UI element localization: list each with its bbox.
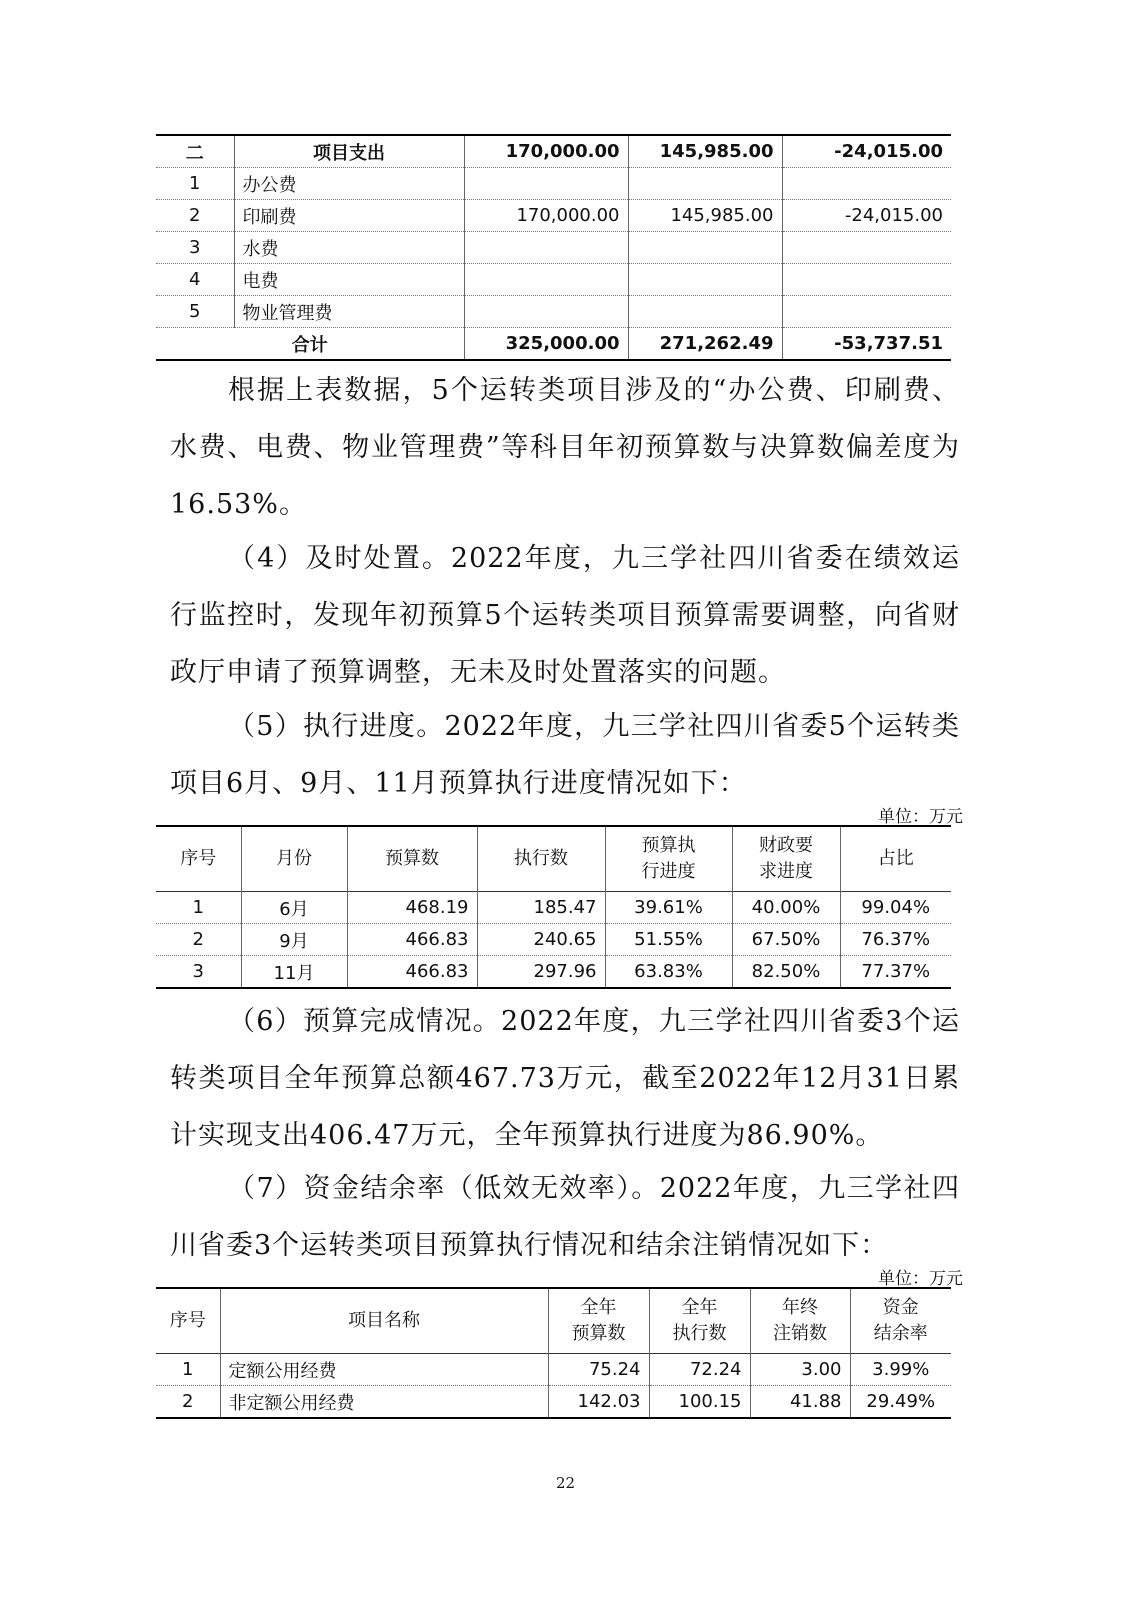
row-actual: 145,985.00: [628, 200, 782, 232]
row-index: 5: [156, 296, 234, 328]
row-index: 1: [156, 892, 241, 924]
row-actual: [628, 168, 782, 200]
balance-table: [156, 1287, 951, 1419]
table2-unit-label: 单位：万元: [878, 807, 963, 827]
header-exec-progress-line1: 预算执: [641, 835, 696, 856]
header-year-end-cancelled: [750, 1288, 850, 1354]
paragraph-timely-handling: （4）及时处置。2022年度，九三学社四川省委在绩效运行监控时，发现年初预算5个运转类项目预算需要调整，向省财政厅申请了预算调整，无未及时处置落实的问题。: [170, 543, 960, 688]
row-annual-executed: 72.24: [649, 1354, 750, 1386]
row-annual-budget: 142.03: [548, 1386, 649, 1419]
row-diff: [782, 264, 951, 296]
header-annual-budget: [548, 1288, 649, 1354]
table-row: [156, 200, 951, 232]
expense-table: [156, 134, 951, 361]
table-row: [156, 232, 951, 264]
progress-table-header: [156, 826, 951, 892]
row-executed: 185.47: [477, 892, 605, 924]
row-index: 4: [156, 264, 234, 296]
row-budget: 466.83: [347, 924, 477, 956]
row-budget: 468.19: [347, 892, 477, 924]
table-row: [156, 168, 951, 200]
row-ratio: 77.37%: [840, 956, 951, 989]
row-index: 2: [156, 1386, 220, 1419]
paragraph-balance-rate: （7）资金结余率（低效无效率）。2022年度，九三学社四川省委3个运转类项目预算执行情况和结余注销情况如下：: [170, 1173, 960, 1261]
row-exec-progress: 63.83%: [605, 956, 732, 989]
row-required-progress: 40.00%: [732, 892, 840, 924]
header-year-end-cancelled-line2: 注销数: [773, 1323, 827, 1344]
table-row: [156, 1386, 951, 1419]
row-budget: 466.83: [347, 956, 477, 989]
header-project-name: 项目名称: [220, 1288, 548, 1354]
row-budget: 170,000.00: [464, 135, 628, 168]
row-name: 物业管理费: [234, 296, 464, 328]
page-number: 22: [555, 1474, 576, 1492]
header-balance-rate: [850, 1288, 951, 1354]
table-row: [156, 892, 951, 924]
row-name: 电费: [234, 264, 464, 296]
row-exec-progress: 39.61%: [605, 892, 732, 924]
row-name: 项目支出: [234, 135, 464, 168]
row-executed: 240.65: [477, 924, 605, 956]
progress-table-body: [156, 892, 951, 989]
row-index: 1: [156, 168, 234, 200]
row-year-end-cancelled: 41.88: [750, 1386, 850, 1419]
header-index: 序号: [156, 1288, 220, 1354]
balance-table-body: [156, 1354, 951, 1419]
row-index: 2: [156, 200, 234, 232]
paragraph-execution-progress: （5）执行进度。2022年度，九三学社四川省委5个运转类项目6月、9月、11月预算执行进度情况如下：: [170, 711, 960, 799]
row-actual: 145,985.00: [628, 135, 782, 168]
header-required-progress-line2: 求进度: [759, 861, 813, 882]
total-budget: 325,000.00: [464, 328, 628, 361]
header-ratio: 占比: [840, 826, 951, 892]
row-project-name: 非定额公用经费: [220, 1386, 548, 1419]
row-required-progress: 82.50%: [732, 956, 840, 989]
paragraph-deviation: 根据上表数据，5个运转类项目涉及的“办公费、印刷费、水费、电费、物业管理费”等科目年初预算数与决算数偏差度为16.53%。: [170, 375, 960, 520]
table3-unit-label: 单位：万元: [878, 1269, 963, 1289]
header-month: 月份: [241, 826, 347, 892]
row-diff: [782, 168, 951, 200]
header-required-progress-line1: 财政要: [759, 835, 813, 856]
table-row: [156, 296, 951, 328]
row-diff: [782, 296, 951, 328]
row-month: 9月: [241, 924, 347, 956]
row-budget: 170,000.00: [464, 200, 628, 232]
total-diff: -53,737.51: [782, 328, 951, 361]
row-index: 2: [156, 924, 241, 956]
row-required-progress: 67.50%: [732, 924, 840, 956]
table-row: [156, 135, 951, 168]
total-label: 合计: [156, 328, 464, 361]
row-ratio: 99.04%: [840, 892, 951, 924]
row-balance-rate: 29.49%: [850, 1386, 951, 1419]
header-annual-executed: [649, 1288, 750, 1354]
header-annual-budget-line1: 全年: [580, 1297, 617, 1318]
row-exec-progress: 51.55%: [605, 924, 732, 956]
row-diff: [782, 232, 951, 264]
paragraph-budget-completion: （6）预算完成情况。2022年度，九三学社四川省委3个运转类项目全年预算总额467.73万元，截至2022年12月31日累计实现支出406.47万元，全年预算执行进度为86.90%。: [170, 1006, 960, 1151]
row-executed: 297.96: [477, 956, 605, 989]
row-annual-executed: 100.15: [649, 1386, 750, 1419]
header-executed: 执行数: [477, 826, 605, 892]
row-name: 办公费: [234, 168, 464, 200]
header-balance-rate-line1: 资金: [882, 1297, 919, 1318]
row-index: 3: [156, 232, 234, 264]
balance-table-header: [156, 1288, 951, 1354]
header-annual-budget-line2: 预算数: [571, 1323, 626, 1344]
header-exec-progress-line2: 行进度: [641, 861, 696, 882]
table-row: [156, 264, 951, 296]
row-name: 水费: [234, 232, 464, 264]
progress-table: [156, 825, 951, 989]
row-budget: [464, 264, 628, 296]
header-required-progress: [732, 826, 840, 892]
header-year-end-cancelled-line1: 年终: [782, 1297, 818, 1318]
row-annual-budget: 75.24: [548, 1354, 649, 1386]
row-balance-rate: 3.99%: [850, 1354, 951, 1386]
row-diff: -24,015.00: [782, 200, 951, 232]
row-project-name: 定额公用经费: [220, 1354, 548, 1386]
row-actual: [628, 296, 782, 328]
total-actual: 271,262.49: [628, 328, 782, 361]
row-budget: [464, 168, 628, 200]
table-row: [156, 924, 951, 956]
header-budget: 预算数: [347, 826, 477, 892]
header-annual-executed-line2: 执行数: [672, 1323, 727, 1344]
table-row: [156, 956, 951, 989]
row-month: 6月: [241, 892, 347, 924]
row-index: 1: [156, 1354, 220, 1386]
header-exec-progress: [605, 826, 732, 892]
row-budget: [464, 296, 628, 328]
row-index: 3: [156, 956, 241, 989]
row-actual: [628, 232, 782, 264]
row-name: 印刷费: [234, 200, 464, 232]
header-annual-executed-line1: 全年: [681, 1297, 718, 1318]
total-row: [156, 328, 951, 361]
row-actual: [628, 264, 782, 296]
row-year-end-cancelled: 3.00: [750, 1354, 850, 1386]
header-balance-rate-line2: 结余率: [873, 1323, 928, 1344]
header-index: 序号: [156, 826, 241, 892]
row-diff: -24,015.00: [782, 135, 951, 168]
row-budget: [464, 232, 628, 264]
row-month: 11月: [241, 956, 347, 989]
expense-table-body: [156, 135, 951, 360]
row-ratio: 76.37%: [840, 924, 951, 956]
table-row: [156, 1354, 951, 1386]
row-index: 二: [156, 135, 234, 168]
